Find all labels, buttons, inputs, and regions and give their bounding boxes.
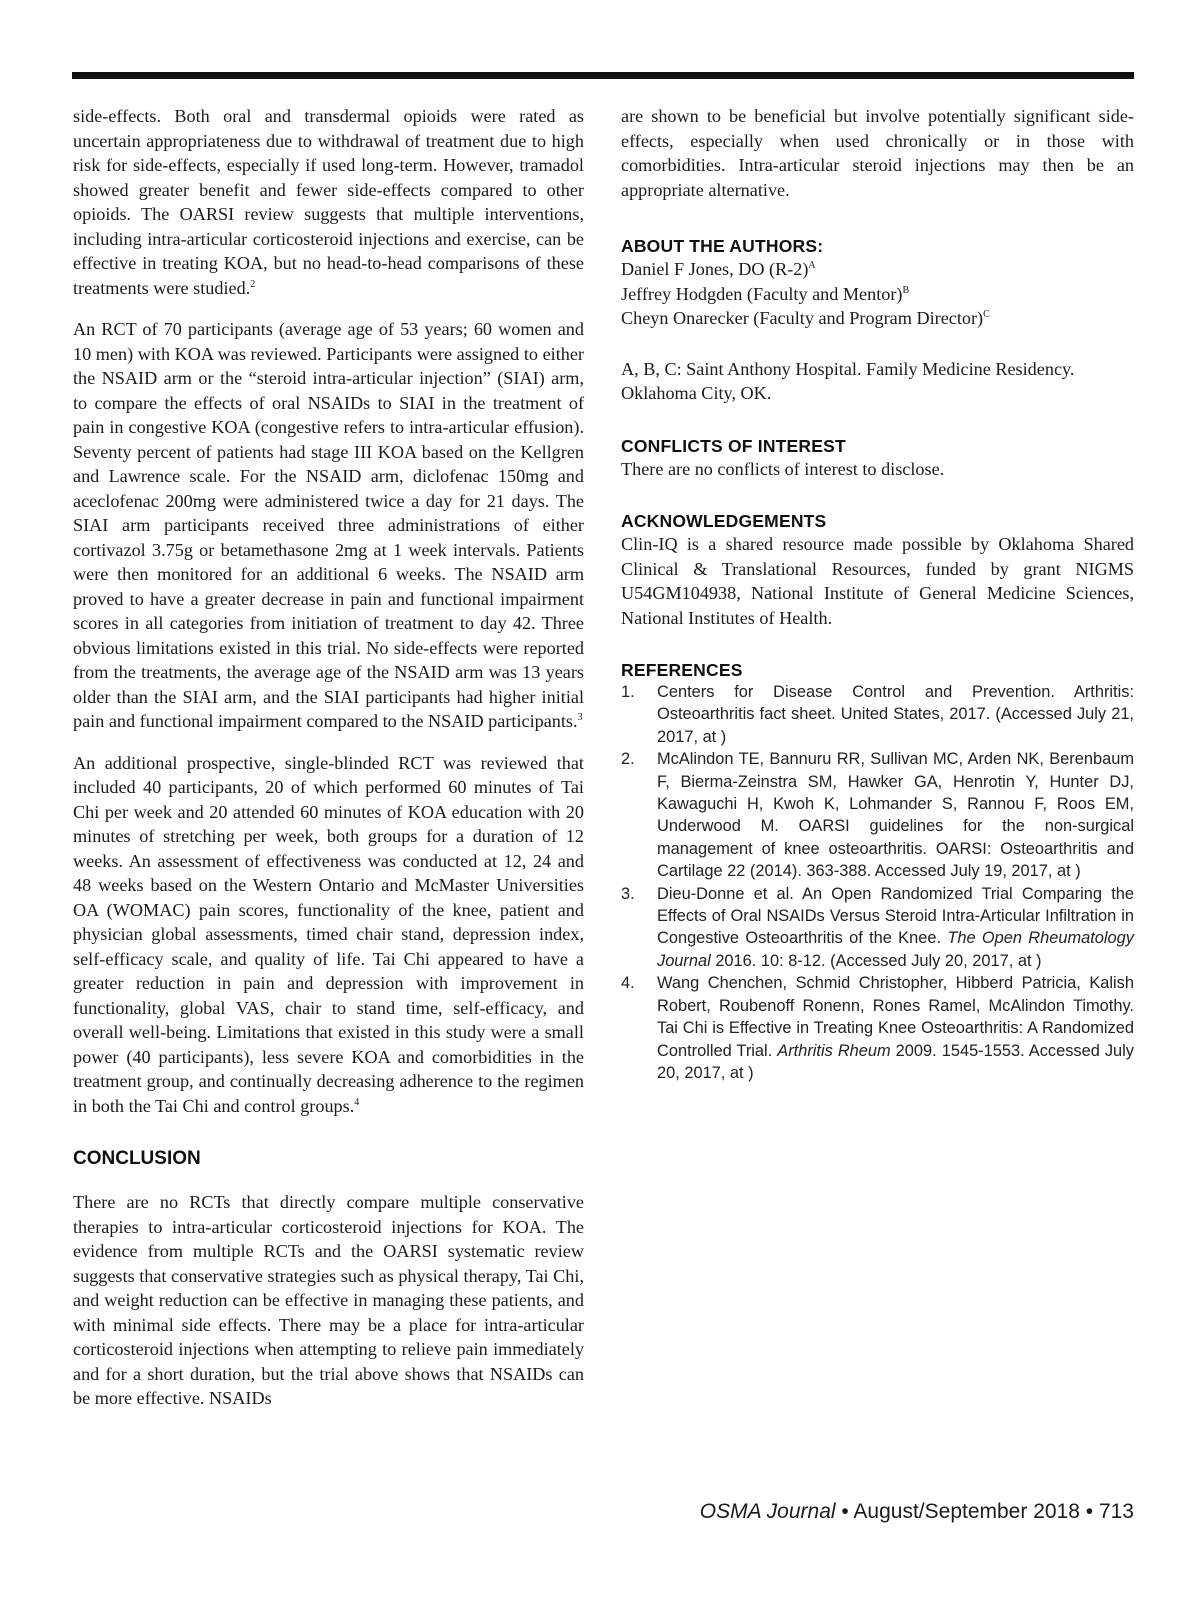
issue-date: August/September 2018 (853, 1500, 1080, 1523)
journal-title: The Open Rheumatology Journal (657, 929, 1134, 970)
reference-text: McAlindon TE, Bannuru RR, Sullivan MC, Arden NK, Berenbaum F, Bierma-Zeinstra SM, Hawker GA, Henrotin Y, Hunter DJ, Kawaguchi H, Kwoh K, Lohmander S, Rannou F, Roos EM, Underwood M. OARSI guidelines for the non-surgical management of knee osteoarthritis. OARSI: Osteoarthritis and Cartilage 22 (2014). 363-388. Accessed July 19, 2017, at ) (657, 750, 1134, 881)
reference-text: Centers for Disease Control and Prevention. Arthritis: Osteoarthritis fact sheet. United States, 2017. (Accessed July 21, 2017, at ) (657, 683, 1134, 746)
paragraph-continued: are shown to be beneficial but involve potentially significant side-effects, especially when used chronically or in those with comorbidities. Intra-articular steroid injections may then be an appropriate alternative. (621, 106, 1134, 200)
paragraph-rct-nsaid: An RCT of 70 participants (average age of 53 years; 60 women and 10 men) with KOA was reviewed. Participants were assigned to either the NSAID arm or the “steroid intra-articular injection” (SIAI) arm, to compare the effects of oral NSAIDs to SIAI in the treatment of pain in congestive KOA (congestive refers to intra-articular effusion). Seventy percent of patients had stage III KOA based on the Kellgren and Lawrence scale. For the NSAID arm, diclofenac 150mg and aceclofenac 200mg were administered twice a day for 21 days. The SIAI arm participants received three administrations of either cortivazol 3.75g or betamethasone 2mg at 1 week intervals. Patients were then monitored for an additional 6 weeks. The NSAID arm proved to have a greater decrease in pain and functional impairment scores in all categories from initiation of treatment to day 42. Three obvious limitations existed in this trial. No side-effects were reported from the treatments, the average age of the NSAID arm was 13 years older than the SIAI arm, and the SIAI participants had higher initial pain and functional impairment compared to the NSAID participants.$^3$ (73, 319, 584, 731)
footer-separator: • (1079, 1500, 1099, 1523)
author-entry: Cheyn Onarecker (Faculty and Program Director)$^C$ (621, 308, 990, 328)
reference-number: 1. (621, 683, 635, 701)
author-affiliation: A, B, C: Saint Anthony Hospital. Family Medicine Residency. Oklahoma City, OK. (621, 358, 1075, 403)
reference-number: 3. (621, 884, 635, 903)
acknowledgements-heading: ACKNOWLEDGEMENTS (621, 511, 827, 531)
reference-number: 4. (621, 974, 635, 993)
author-list (621, 257, 1134, 331)
conflicts-heading: CONFLICTS OF INTEREST (621, 435, 846, 456)
reference-item (621, 972, 1134, 1084)
reference-text: Wang Chenchen, Schmid Christopher, Hibberd Patricia, Kalish Robert, Roubenoff Ronenn, Rones Ramel, McAlindon Timothy. Tai Chi is Effective in Treating Knee Osteoarthritis: A Randomized Controlled Trial. Arthritis Rheum 2009. 1545-1553. Accessed July 20, 2017, at ) (657, 974, 1134, 1082)
footer-separator: • (835, 1500, 854, 1523)
references-heading: REFERENCES (621, 660, 743, 680)
reference-item (621, 883, 1134, 973)
reference-list (621, 681, 1134, 1084)
page-footer (600, 1500, 1134, 1524)
page-number: 713 (1098, 1500, 1134, 1523)
acknowledgements-text: Clin-IQ is a shared resource made possible by Oklahoma Shared Clinical & Translational Resources, funded by grant NIGMS U54GM104938, National Institute of General Medicine Sciences, National Institutes of Health. (621, 534, 1134, 628)
right-column (621, 104, 1134, 1084)
author-entry: Jeffrey Hodgden (Faculty and Mentor)$^B$ (621, 283, 910, 304)
reference-number: 2. (621, 750, 635, 769)
journal-name: OSMA Journal (699, 1500, 836, 1523)
conclusion-paragraph: There are no RCTs that directly compare multiple conservative therapies to intra-articular corticosteroid injections for KOA. The evidence from multiple RCTs and the OARSI systematic review suggests that conservative strategies such as physical therapy, Tai Chi, and weight reduction can be effective in managing these patients, and with minimal side effects. There may be a place for intra-articular corticosteroid injections when attempting to relieve pain immediately and for a short duration, but the trial above shows that NSAIDs can be more effective. NSAIDs (73, 1192, 584, 1408)
reference-item (621, 681, 1134, 748)
about-authors-heading: ABOUT THE AUTHORS: (621, 236, 824, 256)
top-rule (72, 72, 1134, 79)
left-column (73, 104, 584, 1411)
conflicts-text: There are no conflicts of interest to disclose. (621, 458, 945, 479)
paragraph-rct-tai-chi: An additional prospective, single-blinded RCT was reviewed that included 40 participants, 20 of which performed 60 minutes of Tai Chi per week and 20 attended 60 minutes of KOA education with 20 minutes of stretching per week, both groups for a duration of 12 weeks. An assessment of effectiveness was conducted at 12, 24 and 48 weeks based on the Western Ontario and McMaster Universities OA (WOMAC) pain scores, functionality of the knee, patient and physician global assessments, timed chair stand, depression index, self-efficacy scale, and quality of life. Tai Chi appeared to have a greater reduction in pain and depression with improvement in functionality, global VAS, chair to stand time, self-efficacy, and overall well-being. Limitations that existed in this study were a small power (40 participants), less severe KOA and comorbidities in the treatment group, and continually decreasing adherence to the regimen in both the Tai Chi and control groups.$^4$ (73, 752, 584, 1116)
conclusion-heading: CONCLUSION (73, 1148, 201, 1169)
paragraph-opioids: side-effects. Both oral and transdermal opioids were rated as uncertain appropriateness due to withdrawal of treatment due to high risk for side-effects, especially if used long-term. However, tramadol showed greater benefit and fewer side-effects compared to other opioids. The OARSI review suggests that multiple interventions, including intra-articular corticosteroid injections and exercise, can be effective in treating KOA, but no head-to-head comparisons of these treatments were studied.$^2$ (73, 106, 584, 298)
reference-item (621, 748, 1134, 882)
author-entry: Daniel F Jones, DO $(R-2)^A$ (621, 259, 816, 279)
reference-text: Dieu-Donne et al. An Open Randomized Trial Comparing the Effects of Oral NSAIDs Versus Steroid Intra-Articular Infiltration in Congestive Osteoarthritis of the Knee. The Open Rheumatology Journal 2016. 10: 8-12. (Accessed July 20, 2017, at ) (657, 884, 1134, 970)
journal-title: Arthritis Rheum (777, 1041, 891, 1060)
